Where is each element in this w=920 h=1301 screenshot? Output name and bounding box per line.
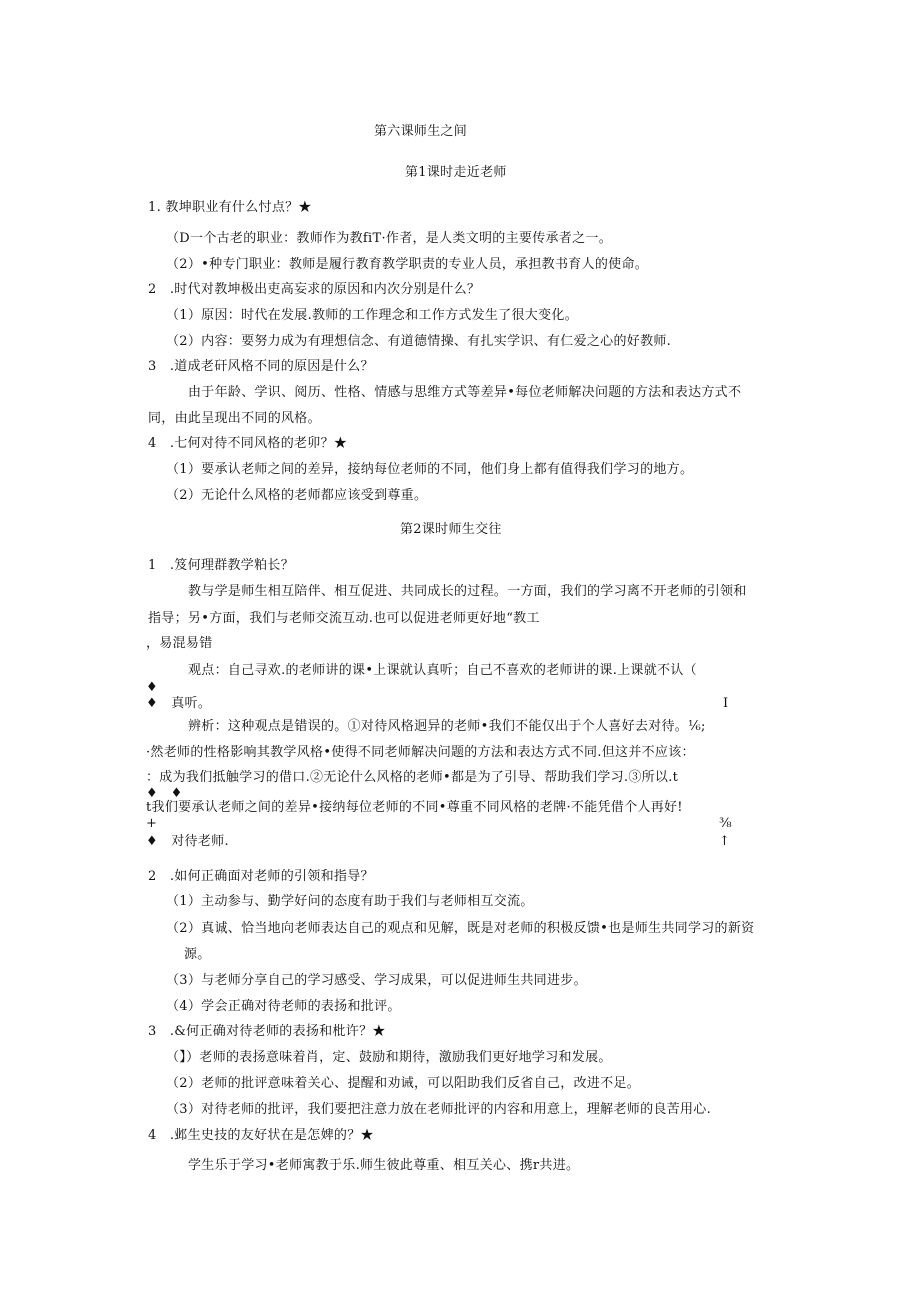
view-line: ♦ 真听。 (146, 696, 212, 711)
answer-line: （2）无论什么风格的老师都应该受到尊重。 (166, 488, 428, 503)
arrow-mark: ↑ (719, 834, 730, 849)
question: 2 .时代对教坤极出吏高妄求的原因和内次分别是什么？ (148, 282, 481, 297)
analysis-line: ♦ 对待老师. (146, 834, 229, 849)
answer-line: 学生乐于学习•老师寓教于乐.师生彼此尊重、相互关心、携r共进。 (188, 1158, 580, 1173)
answer-line: ，易混易错 (146, 636, 213, 651)
question: 3 .&何正确对待老师的表扬和枇许？★ (148, 1024, 386, 1039)
answer-line: （1）要承认老师之间的差异，接纳每位老师的不同，他们身上都有值得我们学习的地方。 (166, 462, 694, 477)
analysis-line: ：成为我们抵触学习的借口.②无论什么风格的老师•都是为了引导、帮助我们学习.③所以.t (146, 770, 679, 785)
margin-mark: ♦ ♦ (146, 786, 183, 801)
answer-line: （1）原因：时代在发展.教师的工作理念和工作方式发生了很大变化。 (166, 308, 579, 323)
analysis-line: 辨析：这种观点是错误的。①对待风格迥异的老师•我们不能仅出于个人喜好去对待。⅙; (188, 719, 706, 734)
answer-line: （D一个古老的职业：教师作为教fiT·作者，是人类文明的主要传承者之一。 (166, 231, 612, 246)
answer-line: （2）内容：要努力成为有理想信念、有道德情操、有扎实学识、有仁爱之心的好教师. (166, 334, 672, 349)
question: 1. 教坤职业有什么忖点？★ (148, 200, 312, 215)
section-title: 第1课时走近老师 (405, 165, 507, 180)
answer-line: （3）与老师分享自己的学习感受、学习成果，可以促进师生共同进步。 (166, 973, 587, 988)
section-title: 第2课时师生交往 (400, 522, 502, 537)
answer-line: （2）真诚、恰当地向老师表达自己的观点和见解，既是对老师的积极反馈•也是师生共同学习的新资 (166, 921, 755, 936)
answer-line: （2）老师的批评意味着关心、提醒和劝诫，可以阳助我们反省自己，改进不足。 (166, 1076, 641, 1091)
answer-line: 教与学是师生相互陪伴、相互促进、共同成长的过程。一方面，我们的学习离不开老师的引领和 (188, 584, 747, 599)
answer-line: （2）•种专门职业：教师是履行教育教学职责的专业人员，承担教书育人的使命。 (166, 257, 649, 272)
answer-line: 指导；另•方面，我们与老师交流互动.也可以促进老师更好地“教工 (148, 611, 540, 626)
answer-line: （】）老师的表扬意味着肖，定、鼓励和期待，激励我们更好地学习和发展。 (166, 1050, 612, 1065)
question: 1 .笈何理群教学粕长？ (148, 558, 295, 573)
margin-mark: I (723, 696, 729, 711)
question: 2 .如何正确面对老师的引领和指导？ (148, 869, 374, 884)
analysis-line: t我们要承认老师之间的差异•接纳每位老师的不同•尊重不同风格的老牌·不能凭借个人再好! (146, 800, 683, 815)
lesson-title: 第六课师生之间 (374, 124, 468, 139)
question: 4 .邺生史技的友好状在是怎婢的？★ (148, 1128, 374, 1143)
answer-line: （3）对待老师的批评，我们要把注意力放在老师批评的内容和用意上，理解老师的良苦用心. (166, 1102, 712, 1117)
analysis-line: ·然老师的性格影响其教学风格•使得不同老师解决问题的方法和表达方式不同.但这并不应该： (146, 745, 695, 760)
margin-mark: + (146, 816, 157, 831)
answer-line: 同，由此呈现出不同的风格。 (148, 411, 321, 426)
margin-mark: ♦ (146, 680, 158, 695)
answer-line: 由于年龄、学识、阅历、性格、情感与思维方式等差异•每位老师解决问题的方法和表达方式不 (188, 385, 742, 400)
view-line: 观点：自己寻欢.的老师讲的课•上课就认真听；自己不喜欢的老师讲的课.上课就不认（ (188, 663, 697, 678)
answer-line: 源。 (184, 947, 211, 962)
question: 4 .七何对待不同风格的老卯？★ (148, 436, 348, 451)
margin-mark: ⅜ (719, 816, 732, 831)
answer-line: （1）主动参与、勤学好问的态度有助于我们与老师相互交流。 (166, 894, 534, 909)
question: 3 .道成老矸风格不同的原因是什么？ (148, 359, 374, 374)
answer-line: （4）学会正确对待老师的表扬和批评。 (166, 999, 401, 1014)
